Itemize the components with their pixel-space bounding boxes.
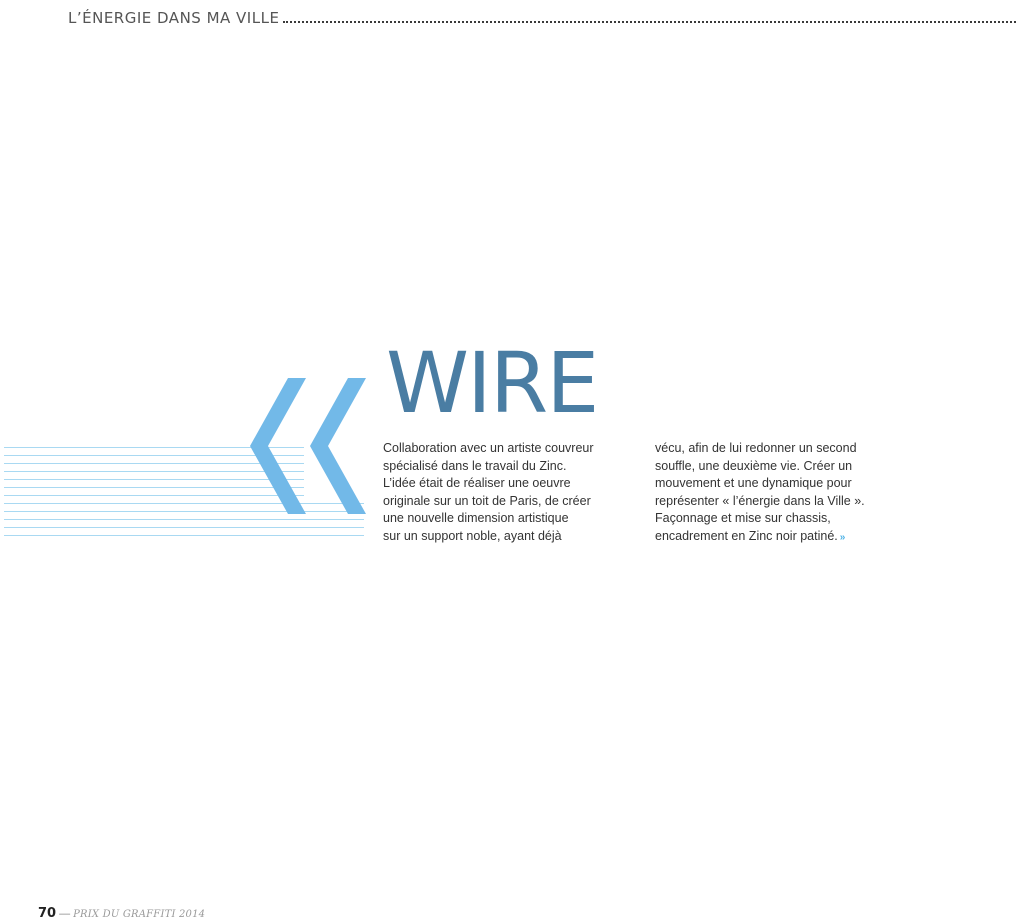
section-title: L’ÉNERGIE DANS MA VILLE [68,9,280,27]
body-line-text: encadrement en Zinc noir patiné. [655,528,838,543]
header-dotted-rule [283,21,1016,23]
body-line: originale sur un toit de Paris, de créer [383,493,591,508]
page-number: 70 [38,906,57,921]
body-line: Façonnage et mise sur chassis, [655,511,831,525]
footer-separator: — [59,908,71,920]
body-line: Collaboration avec un artiste couvreur [383,441,594,455]
body-line: souffle, une deuxième vie. Créer un [655,458,853,473]
body-line: vécu, afin de lui redonner un second [655,441,857,455]
body-line: L’idée était de réaliser une oeuvre [383,476,571,490]
body-line: sur un support noble, ayant déjà [383,528,562,543]
article-body-left [383,440,633,545]
body-line: spécialisé dans le travail du Zinc. [383,458,567,473]
continue-mark: » [839,531,846,543]
body-line: mouvement et une dynamique pour [655,476,852,490]
article-body-right [655,440,895,546]
page-header [68,6,1016,26]
body-line: une nouvelle dimension artistique [383,511,569,525]
publication-name: PRIX DU GRAFFITI 2014 [73,909,206,920]
double-chevron-left-icon [246,378,376,519]
body-line: représenter « l’énergie dans la Ville ». [655,493,865,508]
body-line-last [655,528,895,547]
page-footer [38,906,205,921]
article-title: WIRE [386,334,598,432]
